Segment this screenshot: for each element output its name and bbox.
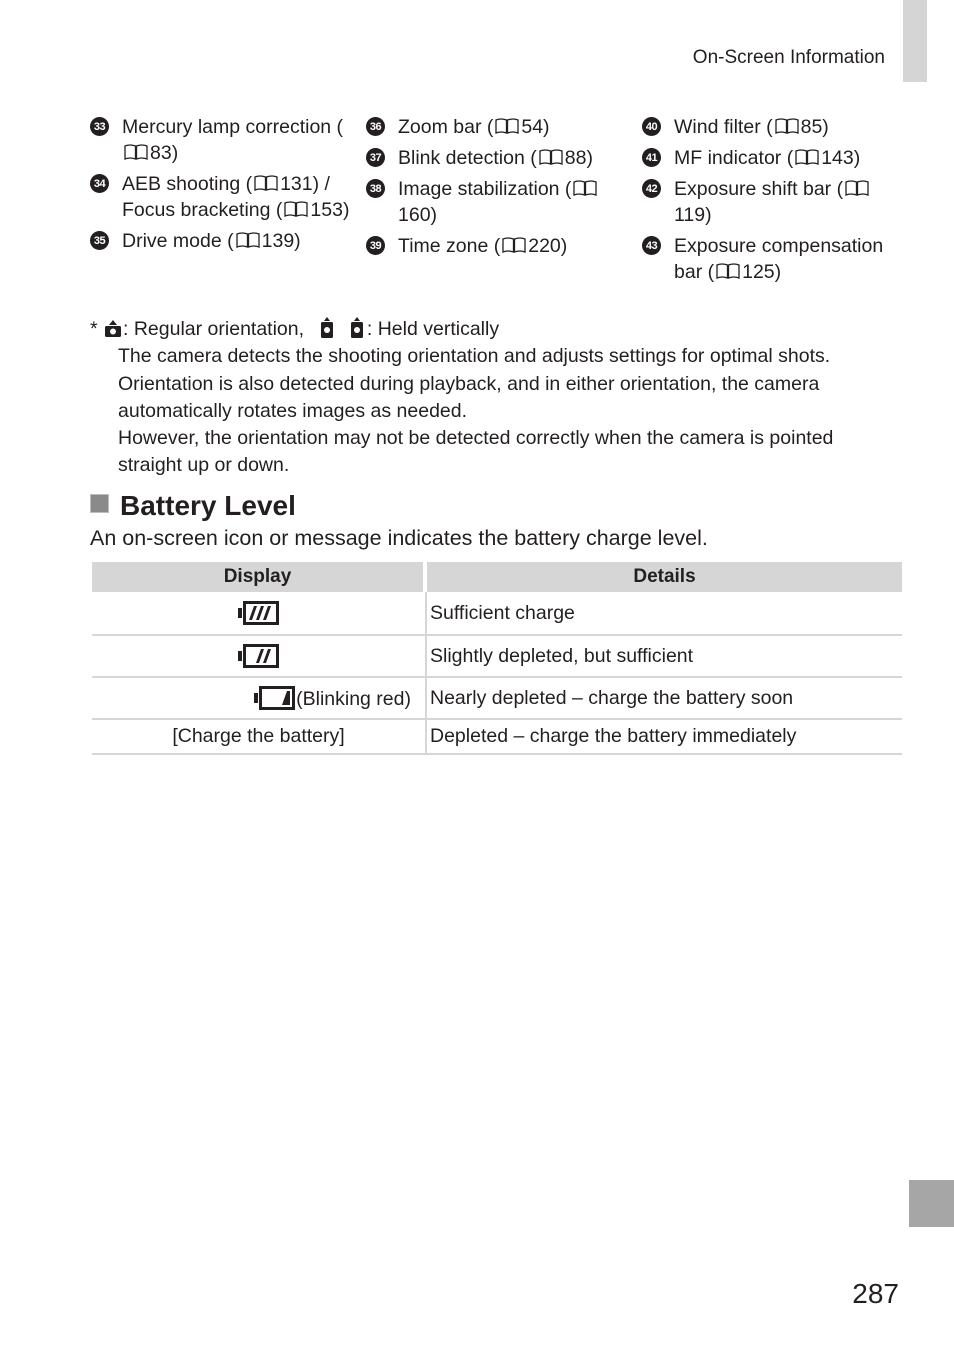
item-number: 39 <box>366 236 385 255</box>
battery-half-icon <box>238 643 280 669</box>
column-header-details: Details <box>427 562 902 592</box>
legend-item: 39 Time zone ( 220) <box>366 233 616 259</box>
legend-item: 38 Image stabilization (160) <box>366 176 616 228</box>
item-number: 40 <box>642 117 661 136</box>
legend-item: 41 MF indicator ( 143) <box>642 145 904 171</box>
section-marker-icon <box>90 494 109 513</box>
book-icon <box>501 236 527 254</box>
table-row <box>92 592 902 636</box>
book-icon <box>794 148 820 166</box>
item-number: 34 <box>90 174 109 193</box>
battery-table <box>92 562 902 755</box>
book-icon <box>494 117 520 135</box>
display-cell <box>92 592 427 636</box>
legend-item: 42 Exposure shift bar (119) <box>642 176 904 228</box>
book-icon <box>844 179 870 197</box>
details-cell: Slightly depleted, but sufficient <box>427 636 902 678</box>
legend-column-1 <box>90 114 352 259</box>
details-cell: Nearly depleted – charge the battery soon <box>427 678 902 720</box>
legend-item: 36 Zoom bar ( 54) <box>366 114 616 140</box>
legend-item: 40 Wind filter ( 85) <box>642 114 904 140</box>
legend-item: 35 Drive mode ( 139) <box>90 228 352 254</box>
legend-column-3 <box>642 114 904 290</box>
details-cell: Sufficient charge <box>427 592 902 636</box>
book-icon <box>572 179 598 197</box>
battery-low-icon <box>254 685 296 711</box>
chapter-tab-side <box>909 1180 954 1227</box>
legend-item: 34 AEB shooting ( 131) / Focus bracketing ( 153) <box>90 171 352 223</box>
display-cell: (Blinking red) <box>92 678 427 720</box>
table-header-row <box>92 562 902 592</box>
item-number: 43 <box>642 236 661 255</box>
item-number: 33 <box>90 117 109 136</box>
item-number: 41 <box>642 148 661 167</box>
item-number: 37 <box>366 148 385 167</box>
book-icon <box>283 200 309 218</box>
note-body: The camera detects the shooting orientation and adjusts settings for optimal shots. Orientation is also detected during playback, and in either orientation, the camera automatically rotates images as needed. However, the orientation may not be detected correctly when the camera is pointed straight up or down. <box>118 345 834 477</box>
book-icon <box>235 231 261 249</box>
regular-orientation-icon <box>103 316 123 340</box>
item-number: 38 <box>366 179 385 198</box>
legend-item: 37 Blink detection ( 88) <box>366 145 616 171</box>
page-number: 287 <box>852 1278 899 1309</box>
column-header-display: Display <box>92 562 427 592</box>
legend-item: 33 Mercury lamp correction (83) <box>90 114 352 166</box>
section-intro: An on-screen icon or message indicates the battery charge level. <box>90 526 708 550</box>
note-first-line: * : Regular orientation, : Held vertically <box>90 318 500 340</box>
display-cell: [Charge the battery] <box>92 720 427 755</box>
table-row <box>92 678 902 720</box>
section-title: Battery Level <box>90 490 296 522</box>
item-number: 36 <box>366 117 385 136</box>
legend-item: 43 Exposure compensation bar ( 125) <box>642 233 904 285</box>
chapter-tab-top <box>903 0 927 82</box>
table-row <box>92 636 902 678</box>
book-icon <box>774 117 800 135</box>
vertical-orientation-left-icon <box>317 316 337 340</box>
vertical-orientation-right-icon <box>347 316 367 340</box>
book-icon <box>538 148 564 166</box>
book-icon <box>715 262 741 280</box>
battery-full-icon <box>238 600 280 626</box>
item-number: 35 <box>90 231 109 250</box>
orientation-note <box>90 316 890 480</box>
page-header-title: On-Screen Information <box>692 47 885 68</box>
item-number: 42 <box>642 179 661 198</box>
display-cell <box>92 636 427 678</box>
legend-column-2 <box>366 114 616 264</box>
book-icon <box>123 143 149 161</box>
book-icon <box>253 174 279 192</box>
table-row <box>92 720 902 755</box>
details-cell: Depleted – charge the battery immediately <box>427 720 902 755</box>
